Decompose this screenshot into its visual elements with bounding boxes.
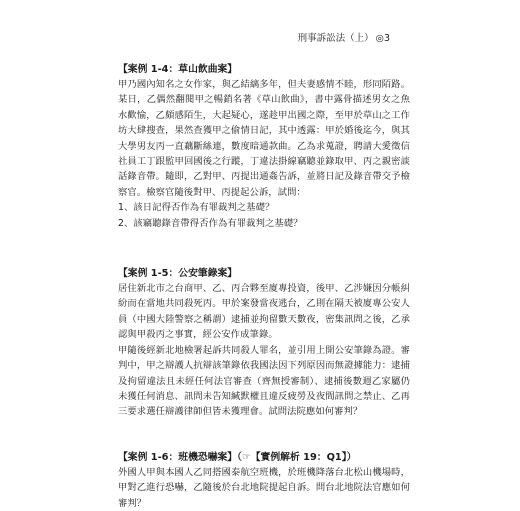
case-title: 【案例 1-6：班機恐嚇案】（☞【實例解析 19：Q1】） <box>118 451 357 463</box>
case-question: 1、該日記得否作為有罪裁判之基礎？ <box>118 202 275 214</box>
page-number-badge: ◎3 <box>375 33 390 44</box>
case-title: 【案例 1-4：草山飲曲案】 <box>118 64 238 75</box>
case-paragraph: 甲隨後經新北地檢署起訴共同殺人罪名，並引用上開公安筆錄為證。審判中，甲之辯護人抗辯該筆錄依我國法因下列原因而無證據能力：逮捕及拘留違法且未經任何法官審查（齊無授審制）、逮捕後數週乙家屬仍未獲任何消息、訊問未告知緘默權且違反疲勞及夜間訊問之禁止、乙再三要求選任辯護律師但皆未獲理會。試問法院應如何審判？ <box>118 344 410 418</box>
case-1-6 <box>118 450 410 511</box>
case-1-5 <box>118 266 410 420</box>
case-question: 2、該竊聽錄音帶得否作為有罪裁判之基礎？ <box>118 217 303 229</box>
case-paragraph: 外國人甲與本國人乙同搭國泰航空班機，於班機降落台北松山機場時，甲對乙進行恐嚇，乙隨後於台北地院提起自訴。問台北地院法官應如何審判？ <box>118 466 410 509</box>
case-paragraph: 居住新北市之台商甲、乙、丙合夥至廈專投資，後甲、乙涉嫌因分帳糾紛而在當地共同殺死丙。甲於案發當夜逃台，乙則在隔天被廈專公安人員（中國大陸警察之稱謂）逮捕並拘留數天數夜，密集訊問之後，乙承認與甲殺丙之事實，經公安作成筆錄。 <box>118 283 410 341</box>
header-title: 刑事訴訟法（上） <box>297 33 374 44</box>
case-title: 【案例 1-5：公安筆錄案】 <box>118 268 238 280</box>
running-header <box>298 30 390 44</box>
page-content <box>118 62 410 511</box>
section-spacer <box>118 420 410 450</box>
case-paragraph: 甲乃國內知名之女作家，與乙結縭多年，但夫妻感情不睦，形同陌路。某日，乙偶然翻閱甲之暢銷名著《草山飲曲》，書中露骨描述男女之魚水歡愉，乙頗感陌生，大起疑心，遂趁甲出國之際，至甲於草山之工作坊大肆搜查，果然查獲甲之偷情日記，其中透露：甲於婚後迄今，與其大學男友丙一直藕斷絲連，數度暗通款曲。乙為求蒐證，聘請大愛徵信社員工丁跟監甲回國後之行蹤，丁違法掛線竊聽並錄取甲、丙之親密談話錄音帶。隨即，乙對甲、丙提出通姦告訴，並將日記及錄音帶交予檢察官。檢察官隨後對甲、丙提起公訴，試問： <box>118 79 410 198</box>
section-spacer <box>118 231 410 266</box>
case-1-4 <box>118 62 410 231</box>
